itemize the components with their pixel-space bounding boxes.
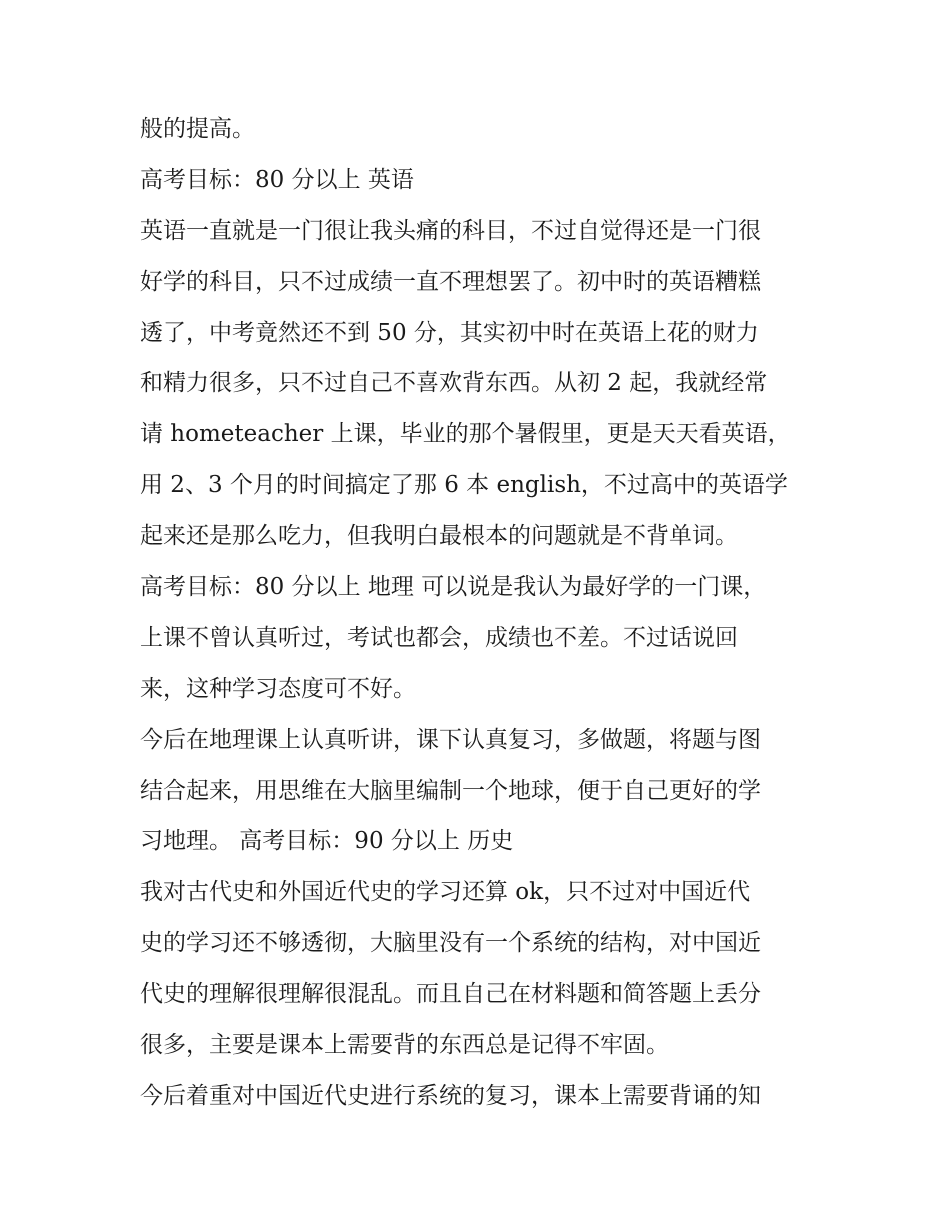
text-line: 上课不曾认真听过，考试也都会，成绩也不差。不过话说回 — [140, 624, 738, 651]
text-line: 用 2、3 个月的时间搞定了那 6 本 english，不过高中的英语学 — [140, 472, 788, 499]
text-line: 高考目标：80 分以上 英语 — [140, 166, 414, 193]
text-line: 透了，中考竟然还不到 50 分，其实初中时在英语上花的财力 — [140, 319, 759, 346]
text-line: 今后着重对中国近代史进行系统的复习，课本上需要背诵的知 — [140, 1082, 761, 1109]
text-line: 今后在地理课上认真听讲，课下认真复习，多做题，将题与图 — [140, 726, 761, 753]
text-line: 史的学习还不够透彻，大脑里没有一个系统的结构，对中国近 — [140, 930, 761, 957]
text-line: 和精力很多，只不过自己不喜欢背东西。从初 2 起，我就经常 — [140, 370, 768, 397]
document-body — [140, 104, 815, 1122]
text-line: 代史的理解很理解很混乱。而且自己在材料题和简答题上丢分 — [140, 981, 761, 1008]
text-line: 习地理。 高考目标：90 分以上 历史 — [140, 828, 514, 855]
text-line: 我对古代史和外国近代史的学习还算 ok，只不过对中国近代 — [140, 879, 751, 906]
text-line: 起来还是那么吃力，但我明白最根本的问题就是不背单词。 — [140, 523, 738, 550]
text-line: 很多，主要是课本上需要背的东西总是记得不牢固。 — [140, 1032, 669, 1059]
text-line: 结合起来，用思维在大脑里编制一个地球，便于自己更好的学 — [140, 777, 761, 804]
text-line: 来，这种学习态度可不好。 — [140, 675, 416, 702]
text-line: 英语一直就是一门很让我头痛的科目，不过自觉得还是一门很 — [140, 217, 761, 244]
text-line: 请 hometeacher 上课，毕业的那个暑假里，更是天天看英语， — [140, 421, 791, 448]
text-line: 般的提高。 — [140, 116, 255, 142]
text-line: 高考目标：80 分以上 地理 可以说是我认为最好学的一门课， — [140, 574, 767, 601]
text-line: 好学的科目，只不过成绩一直不理想罢了。初中时的英语糟糕 — [140, 268, 761, 295]
